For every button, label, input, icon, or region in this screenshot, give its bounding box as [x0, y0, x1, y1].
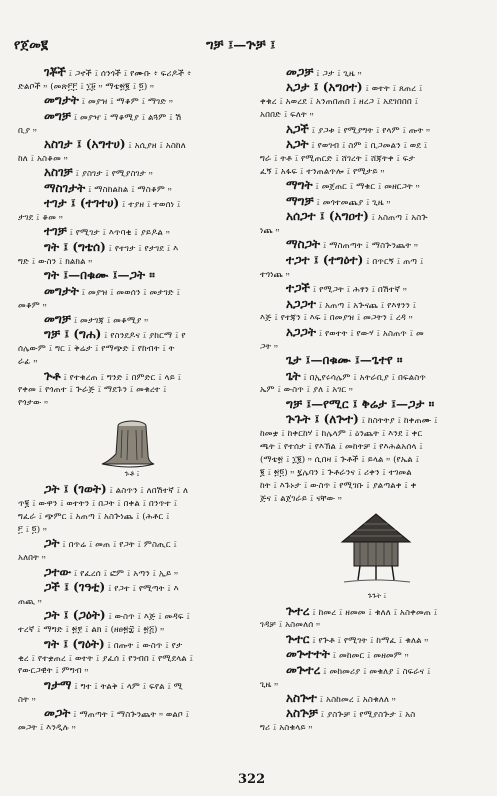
headword: አጋጋተ	[286, 297, 316, 311]
entry-first-line	[260, 707, 494, 722]
definition-text: ፤ አሲያዘ ፤ አስከለ	[125, 141, 186, 152]
dictionary-entry	[260, 123, 494, 138]
granary-caption: ጉጉት ፤	[367, 591, 387, 600]
definition-text: ፤ በኢየሩሳሌም ፤ አትራቢያ ፤ በፍልስጥ	[300, 372, 426, 383]
headword: መጕተተት	[286, 648, 330, 662]
headword: ጕቶ	[44, 369, 61, 383]
entry-first-line	[260, 138, 494, 153]
definition-text: ፤ ማስጠጣት ፤ ማስጕንጨት ።	[320, 241, 419, 252]
headword: ተጋች	[286, 282, 310, 296]
dictionary-entry	[18, 313, 246, 328]
headword: መግቻ	[44, 109, 71, 123]
definition-line: የጎታው ።	[18, 398, 49, 409]
definition-line: ፪ ፤ ፳፬) ። ፯ሌባን ፤ ጕቶራንና ፤ ሪቀን ፤ ተገመል	[260, 467, 412, 478]
entry-first-line	[260, 413, 494, 428]
definition-line: ገዳቻ ፤ አስመለሰ ።	[260, 620, 321, 631]
headword: ጋተው	[44, 565, 72, 579]
entry-first-line	[18, 285, 246, 300]
entry-first-line	[18, 537, 246, 552]
definition-line: ጋት ።	[260, 341, 279, 352]
dictionary-entry	[18, 138, 246, 166]
entry-first-line	[260, 664, 494, 679]
definition-text: ፤ ግተ ፤ ትልቅ ፤ ላም ፤ ፍየል ፤ ሚ	[71, 681, 183, 692]
definition-line: ስት ።	[18, 694, 36, 705]
entry-first-line	[18, 609, 246, 624]
definition-text: ፤ የሚጋት ፤ ሕፃን ፤ በሽተኛ ።	[310, 285, 407, 296]
dictionary-entry	[260, 664, 494, 692]
entry-first-line	[260, 326, 494, 341]
definition-line: ታገደ ፤ ቆመ ።	[18, 213, 63, 224]
entry-first-line	[260, 370, 494, 385]
definition-text: ፤ ከስትትያ ፤ ከቀጠሙ ፤	[358, 416, 438, 427]
dictionary-entry	[18, 483, 246, 537]
definition-text: ፤ ማስከልከል ፤ ማስቆም ።	[85, 184, 172, 195]
dictionary-entry	[18, 197, 246, 225]
definition-text: ፤ በጥርኝ ፤ ጠጣ ፤	[363, 256, 424, 267]
entry-first-line	[260, 282, 494, 297]
dictionary-entry	[18, 166, 246, 181]
dictionary-entry	[18, 110, 246, 138]
entry-first-line	[260, 298, 494, 313]
headword: ግት ፤—በቁሙ ፤—ጋት ።	[44, 269, 155, 283]
dictionary-entry	[18, 638, 246, 679]
headword: ማስገታት	[44, 181, 86, 195]
definition-line: ግፈራ ፤ ጭምር ፤ አጠጣ ፤ አስጕነጨ ፤ (ሕቶር ፤	[18, 511, 170, 522]
headword: መግታት	[44, 284, 79, 298]
definition-text: ፤ መከመሪያ ፤ መቁለያ ፤ ስፍራና ፤	[320, 666, 431, 677]
entry-first-line	[18, 110, 246, 125]
definition-text: ፤ ውስጥ ፤ እጅ ፤ መዳፍ ፤	[105, 612, 190, 623]
definition-line: ፈኝ ፤ አፋፍ ፤ ተንጠልጥሎ ፤ የሚታይ ።	[260, 166, 385, 177]
definition-text: ፤ የተቁረጠ ፤ ግንድ ፤ በምድር ፤ ላይ ፤	[60, 372, 182, 383]
headword: አጋታ ፤ (አግዐተ)	[286, 81, 363, 95]
definition-line: ራፊ ።	[18, 357, 38, 368]
definition-line: ጊዜ ።	[260, 679, 279, 690]
definition-line: ሰሌውም ፤ ግር ፤ ቅሬታ ፤ የማጭድ ፤ የከብት ፤ ት	[18, 344, 175, 355]
definition-text: ፤ አስጠጣ ፤ አስጕ	[368, 213, 428, 224]
definition-line: ከለ ፤ አስቆመ ።	[18, 153, 68, 164]
dictionary-entry	[18, 241, 246, 269]
dictionary-entry	[260, 370, 494, 398]
definition-line: ግድ ፤ ውስን ፤ ክልክል ።	[18, 256, 93, 267]
definition-text: ፤ የጕቶ ፤ የሚገት ፤ ከማፈ ፤ ቁለል ።	[309, 635, 429, 646]
dictionary-entry	[260, 210, 494, 238]
dictionary-entry	[18, 269, 246, 284]
definition-text: ፤ ጋታ ፤ ጊዜ ።	[313, 69, 362, 79]
entry-first-line	[18, 679, 246, 694]
granary-illustration	[260, 510, 494, 590]
headword: መጋት	[44, 707, 71, 721]
definition-line: አበበድ ፤ ፍለት ።	[260, 110, 314, 121]
entry-first-line	[260, 254, 494, 269]
dictionary-entry	[260, 298, 494, 326]
dictionary-entry	[18, 537, 246, 565]
definition-line: መቆም ።	[18, 300, 47, 311]
definition-line: ኤም ፤ ውስጥ ፤ ያለ ፤ አገር ።	[260, 385, 353, 396]
definition-line: እጅ ፤ የተጃን ፤ እፍ ፤ በመያዝ ፤ መጋትን ፤ ረዳ ።	[260, 313, 413, 324]
headword: አጋት	[286, 138, 309, 152]
headword: ማግት	[286, 179, 313, 193]
dictionary-entry	[260, 326, 494, 354]
definition-line: ድልቦች ። (መጽ፫፫ ፤ ፲፱ ። ማቴ፳፪ ፤ ፬) ።	[18, 81, 155, 92]
dictionary-entry	[260, 398, 494, 413]
dictionary-entry	[18, 328, 246, 369]
definition-text: ፤ የጋተ ፤ የሚጣት ፤ እ	[105, 584, 179, 594]
entry-first-line	[18, 197, 246, 212]
entry-first-line	[260, 195, 494, 210]
definition-line: ጅና ፤ ልጀገራይ ፤ ናቸው ።	[260, 493, 342, 504]
dictionary-entry	[260, 354, 494, 369]
entry-first-line	[18, 182, 246, 197]
entry-first-line	[260, 81, 494, 96]
headword: ገቾች	[44, 66, 66, 79]
headword: ተገቻ	[44, 225, 67, 239]
definition-line: ተረኛ ፤ ማግድ ፤ ፳፻ ፤ ልክ ፤ (ዘፀ፳፰ ፤ ፳፭) ።	[18, 625, 165, 636]
entry-first-line	[18, 241, 246, 256]
definition-line: ግራ ፤ ትቶ ፤ የሚጠርድ ፤ ሸገረት ፤ ሸጃትቀ ፤ ፍታ	[260, 153, 416, 164]
header-title: ግቻ ፤—ጕቻ ፤	[206, 38, 276, 53]
dictionary-entry	[260, 692, 494, 707]
definition-line: (ማቴ፳ ፤ ፲፪) ። ሲበዛ ፤ ጕቶች ፤ ይላል ። (የኤል ፤	[260, 454, 420, 465]
dictionary-entry	[260, 707, 494, 735]
dictionary-entry	[260, 81, 494, 122]
dictionary-entry	[18, 609, 246, 637]
definition-text: ፤ አጠጣ ፤ አጕናጨ ፤ የእፃንን ፤	[315, 300, 417, 311]
entry-first-line	[18, 707, 246, 722]
definition-text: ፤ ልስጥን ፤ ለበሽተኛ ፤ ለ	[106, 486, 189, 497]
definition-text: ፤ መጀጠር ፤ ማቁር ፤ መዘርጋት ።	[312, 182, 420, 193]
dictionary-entry	[260, 138, 494, 179]
definition-line: የውርጋዊት ፤ ምግብ ።	[18, 666, 89, 677]
entry-first-line	[18, 638, 246, 653]
definition-text: ፤ ያስጕቻ ፤ የሚያስጕታ ፤ አስ	[317, 710, 416, 721]
entry-first-line	[260, 179, 494, 194]
entry-first-line	[18, 483, 246, 498]
left-entries-2	[18, 483, 246, 735]
headword: ጕጉት ፤ (ለጕተ)	[286, 413, 359, 427]
dictionary-entry	[260, 238, 494, 253]
dictionary-entry	[18, 370, 246, 411]
entry-first-line	[18, 328, 246, 343]
dictionary-entry	[260, 179, 494, 194]
headword: አስጕተ	[286, 691, 317, 705]
dictionary-entry	[18, 225, 246, 240]
headword: አስገቻ	[44, 166, 73, 180]
entry-first-line	[18, 138, 246, 153]
headword: ጌት	[286, 369, 301, 383]
entry-first-line	[18, 166, 246, 181]
definition-line: ከት ፤ እጉኑታ ፤ ውስጥ ፤ የሚገቡ ፤ ያልጣልቀ ፤ ቀ	[260, 480, 417, 491]
definition-text: ፤ ከመረ ፤ ዘመመ ፤ ቁለለ ፤ አስቀመጠ ፤	[309, 607, 438, 618]
definition-line: ቂረ ፤ የተቋጠረ ፤ ወተት ፤ ያፈሰ ፤ የንብበ ፤ የሚደላል ፤	[18, 653, 194, 664]
headword: ጋት	[44, 537, 60, 551]
definition-text: ፤ መያዣ ፤ ማቆሚያ ፤ ልጓም ፤ ሽ	[70, 112, 182, 123]
headword: ጕተረ	[286, 604, 310, 618]
stump-figure	[18, 414, 246, 481]
headword: መግታት	[44, 94, 79, 108]
left-entries	[18, 66, 246, 410]
headword: ጕተር	[286, 632, 310, 646]
dictionary-entry	[260, 633, 494, 648]
dictionary-entry	[260, 66, 494, 81]
dictionary-entry	[18, 94, 246, 109]
entry-first-line	[18, 269, 246, 284]
entry-first-line	[260, 605, 494, 620]
dictionary-entry	[260, 605, 494, 633]
headword: አስጕቻ	[286, 707, 318, 721]
headword: ተገታ ፤ (ተገተሀ)	[44, 197, 120, 211]
headword: አጋች	[286, 122, 309, 136]
dictionary-entry	[260, 413, 494, 505]
entry-first-line	[18, 370, 246, 385]
definition-line: ነጨ ።	[260, 225, 280, 236]
definition-text: ፤ መጎተመጨያ ፤ ጊዜ ።	[313, 197, 391, 208]
dictionary-entry	[18, 581, 246, 609]
definition-line: ግሪ ፤ አስቁላይ ።	[260, 723, 313, 734]
headword: ግታማ	[44, 678, 72, 692]
header-left: የጀመ፪	[14, 38, 48, 53]
headword: ግት ፤ (ግቴሰ)	[44, 240, 106, 254]
right-column	[260, 66, 494, 736]
dictionary-entry	[18, 182, 246, 197]
headword: ጋት ፤ (ጋዕት)	[44, 609, 106, 623]
entry-first-line	[18, 581, 246, 596]
definition-line: ጫት ፤ የተሰታ ፤ የእኽል ፤ መከትቻ ፤ የእሕልአሰላ ፤	[260, 442, 423, 453]
definition-text: ፤ ያስገታ ፤ የሚያስገታ ።	[72, 169, 153, 180]
headword: መጋቻ	[286, 66, 314, 79]
definition-text: ፤ መያዝ ፤ ማቆም ፤ ማገድ ።	[78, 97, 174, 108]
headword: ግቻ ፤ (ግሐ)	[44, 328, 102, 342]
dictionary-entry	[18, 285, 246, 313]
definition-text: ፤ የፈረሰ ፤ ፎም ፤ አጣን ፤ ኢይ ።	[71, 568, 179, 579]
headword: አሰጋተ ፤ (አግዐተ)	[286, 210, 369, 224]
definition-line: ፫ ፤ ፬) ።	[18, 524, 47, 535]
entry-first-line	[260, 633, 494, 648]
headword: አስገታ ፤ (አግተሀ)	[44, 138, 126, 152]
entry-first-line	[260, 123, 494, 138]
headword: ተጋተ ፤ (ተግዕተ)	[286, 253, 364, 267]
headword: መግቻ	[44, 312, 71, 326]
dictionary-entry	[260, 648, 494, 663]
definition-line: መጋት ፤ እንዲሉ ።	[18, 723, 76, 734]
definition-text: ፤ የወተት ፤ የውሃ ፤ አስጠጥ ፤ መ	[315, 328, 424, 339]
entry-first-line	[18, 66, 246, 81]
headword: ግቻ ፤—የሚር ፤ ቅሬታ ፤—ጋታ ።	[286, 397, 435, 411]
entry-first-line	[260, 354, 494, 369]
definition-text: ፤ ጋኖች ፤ ሰንጎች ፤ የሙቡ ፥ ፍሪዶች ፥	[65, 69, 192, 79]
definition-line: ቢያ ።	[18, 125, 37, 136]
dictionary-entry	[260, 195, 494, 210]
definition-line: ተጎነጨ ።	[260, 269, 290, 280]
headword: አጋጋት	[286, 325, 316, 339]
entry-first-line	[260, 238, 494, 253]
entry-first-line	[260, 692, 494, 707]
definition-line: ጥ፪ ፤ ውዋን ፤ ወተትን ፤ በጋት ፤ በቀል ፤ በንጥተ ፤	[18, 499, 178, 510]
definition-text: ፤ የሚገታ ፤ እጥባቂ ፤ ያይዶል ።	[66, 228, 170, 239]
dictionary-entry	[18, 679, 246, 707]
definition-text: ፤ መያዝ ፤ መወሰን ፤ መታገድ ፤	[78, 287, 181, 298]
entry-first-line	[18, 313, 246, 328]
stump-illustration	[18, 414, 246, 468]
headword: ጌታ ፤—በቁሙ ፤—ጌተየ ።	[286, 354, 403, 368]
definition-line: የቀመ ፤ የጎጠተ ፤ ጕራጅ ፤ ማደጉን ፤ መቁረተ ፤	[18, 385, 167, 396]
definition-text: ፤ ወተት ፤ ጸጠረ ፤	[362, 84, 423, 95]
definition-text: ፤ ማጠጣት ፤ ማስጕንጨት ። ወልቦ ፤	[70, 710, 190, 721]
headword: ጋች ፤ (ገዓቲ)	[44, 581, 106, 594]
definition-text: ፤ ተያዘ ፤ ተወሰነ ፤	[119, 200, 181, 211]
entry-first-line	[18, 225, 246, 240]
definition-text: ፤ የስንደዶና ፤ ያከርማ ፤ የ	[101, 331, 186, 342]
granary-figure	[260, 510, 494, 603]
entry-first-line	[18, 566, 246, 581]
headword: ማግቻ	[286, 194, 314, 208]
dictionary-entry	[18, 566, 246, 581]
definition-line: አለበት ።	[18, 553, 46, 564]
definition-text: ፤ መታገጃ ፤ መቆሚያ ።	[70, 315, 149, 326]
right-entries	[260, 66, 494, 506]
page-number: 322	[238, 772, 266, 787]
entry-first-line	[260, 66, 494, 81]
dictionary-entry	[18, 66, 246, 94]
definition-line: ቀቁረ ፤ አወረደ ፤ አንጠበጠበ ፤ ዘረጋ ፤ አደገበበበ ፤	[260, 97, 419, 108]
entry-first-line	[260, 210, 494, 225]
definition-line: ጠጪ ።	[18, 596, 42, 607]
right-entries-2	[260, 605, 494, 736]
definition-text: ፤ መከመር ፤ መዘመም ።	[329, 651, 409, 662]
headword: መጕተረ	[286, 663, 321, 677]
left-column	[18, 66, 246, 735]
definition-text: ፤ ያጋቱ ፤ የሚያግት ፤ የላም ፤ ጡት ።	[308, 125, 431, 136]
entry-first-line	[260, 648, 494, 663]
definition-text: ፤ አስከመረ ፤ አስቁለለ ።	[316, 694, 396, 705]
headword: ግት ፤ (ግዕት)	[44, 637, 105, 651]
definition-text: ፤ በጡት ፤ ውስጥ ፤ የታ	[104, 640, 183, 651]
dictionary-entry	[260, 254, 494, 282]
stump-caption: ጕቶ ፤	[124, 470, 140, 479]
dictionary-entry	[18, 707, 246, 735]
headword: ጋት ፤ (ገወት)	[44, 483, 107, 497]
definition-text: ፤ የተገታ ፤ የታገደ ፤ እ	[105, 243, 179, 254]
definition-text: ፤ የወገብ ፤ ስም ፤ ቢጋመልን ፤ ወደ ፤	[308, 141, 428, 152]
definition-text: ፤ በጥሬ ፤ መጠ ፤ የጋት ፤ ምስጢር ፤	[59, 540, 177, 551]
dictionary-entry	[260, 282, 494, 297]
definition-line: ከመቋ ፤ ከቀርከሃ ፤ ከሌላም ፤ ዕንጨት ፤ እንደ ፤ ቀር	[260, 429, 423, 440]
entry-first-line	[260, 398, 494, 413]
headword: ማስጋት	[286, 238, 321, 252]
entry-first-line	[18, 94, 246, 109]
